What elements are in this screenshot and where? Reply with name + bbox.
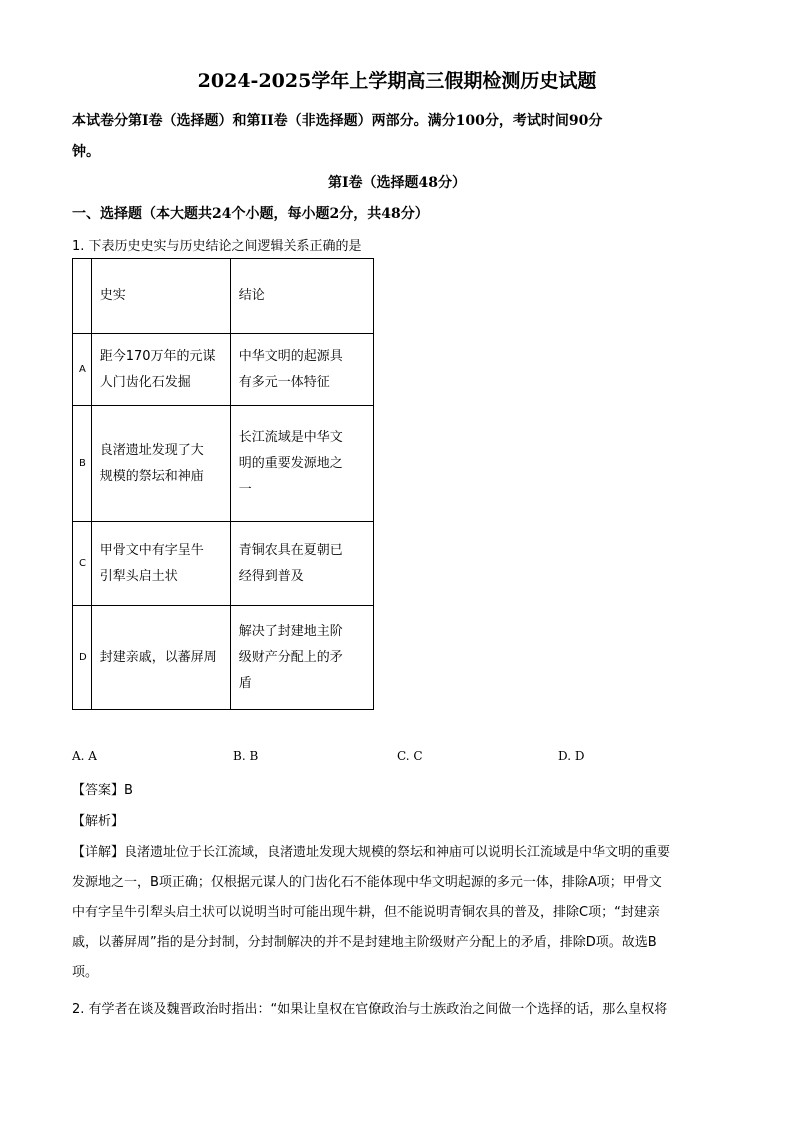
page-title: 2024-2025学年上学期高三假期检测历史试题 xyxy=(197,70,597,92)
table-cell-blank xyxy=(73,259,92,334)
fact-line: 引犁头启土状 xyxy=(99,568,178,584)
conclusion-line: 明的重要发源地之 xyxy=(238,455,343,471)
fact-line: 规模的祭坛和神庙 xyxy=(99,468,204,484)
row-letter: A xyxy=(73,334,92,406)
fact-line: 距今170万年的元谋 xyxy=(99,348,216,364)
row-fact xyxy=(91,406,230,522)
option-d: D. D xyxy=(558,749,585,763)
option-c: C. C xyxy=(397,749,423,763)
row-fact xyxy=(91,606,230,710)
fact-line: 良渚遗址发现了大 xyxy=(99,442,204,458)
conclusion-line: 青铜农具在夏朝已 xyxy=(238,542,343,558)
question-1-stem: 1. 下表历史史实与历史结论之间逻辑关系正确的是 xyxy=(72,239,362,254)
table-row xyxy=(73,522,374,606)
row-conclusion xyxy=(230,606,373,710)
question-1-table xyxy=(72,258,374,710)
row-fact xyxy=(91,522,230,606)
row-conclusion xyxy=(230,406,373,522)
detail-line: 项。 xyxy=(72,965,99,980)
conclusion-line: 长江流域是中华文 xyxy=(238,429,343,445)
row-fact xyxy=(91,334,230,406)
conclusion-line: 经得到普及 xyxy=(238,568,304,584)
fact-line: 人门齿化石发掘 xyxy=(99,374,191,390)
section-heading: 一、选择题（本大题共24个小题，每小题2分，共48分） xyxy=(72,206,429,222)
conclusion-line: 一 xyxy=(238,481,252,497)
row-letter: D xyxy=(73,606,92,710)
table-row xyxy=(73,606,374,710)
answer-label: 【答案】B xyxy=(72,783,133,798)
option-b: B. B xyxy=(233,749,259,763)
detail-paragraph xyxy=(72,838,722,988)
table-row xyxy=(73,334,374,406)
detail-line: 发源地之一，B项正确；仅根据元谋人的门齿化石不能体现中华文明起源的多元一体，排除A项；甲骨文 xyxy=(72,875,662,890)
row-conclusion xyxy=(230,522,373,606)
conclusion-line: 中华文明的起源具 xyxy=(238,348,343,364)
table-header-fact: 史实 xyxy=(91,259,230,334)
conclusion-line: 解决了封建地主阶 xyxy=(238,623,343,639)
question-2-stem: 2. 有学者在谈及魏晋政治时指出：“如果让皇权在官僚政治与士族政治之间做一个选择的话，那么皇权将 xyxy=(72,1002,668,1017)
exam-intro-line-2: 钟。 xyxy=(72,144,100,160)
part-heading: 第I卷（选择题48分） xyxy=(327,175,467,191)
detail-line: 【详解】良渚遗址位于长江流域，良渚遗址发现大规模的祭坛和神庙可以说明长江流域是中华文明的重要 xyxy=(72,845,671,860)
option-a: A. A xyxy=(72,749,97,763)
conclusion-line: 级财产分配上的矛 xyxy=(238,649,343,665)
detail-line: 中有字呈牛引犁头启土状可以说明当时可能出现牛耕，但不能说明青铜农具的普及，排除C项；“封建亲 xyxy=(72,905,660,920)
detail-line: 戚，以蕃屏周”指的是分封制，分封制解决的并不是封建地主阶级财产分配上的矛盾，排除D项。故选B xyxy=(72,935,657,950)
fact-line: 甲骨文中有字呈牛 xyxy=(99,542,204,558)
analysis-label: 【解析】 xyxy=(72,814,125,829)
table-row xyxy=(73,406,374,522)
exam-intro-line-1: 本试卷分第I卷（选择题）和第II卷（非选择题）两部分。满分100分，考试时间90分 xyxy=(72,113,603,129)
row-letter: B xyxy=(73,406,92,522)
conclusion-line: 有多元一体特征 xyxy=(238,374,330,390)
conclusion-line: 盾 xyxy=(238,675,252,691)
row-conclusion xyxy=(230,334,373,406)
table-header-conclusion: 结论 xyxy=(230,259,373,334)
table-header-row xyxy=(73,259,374,334)
row-letter: C xyxy=(73,522,92,606)
fact-line: 封建亲戚，以蕃屏周 xyxy=(99,649,217,665)
